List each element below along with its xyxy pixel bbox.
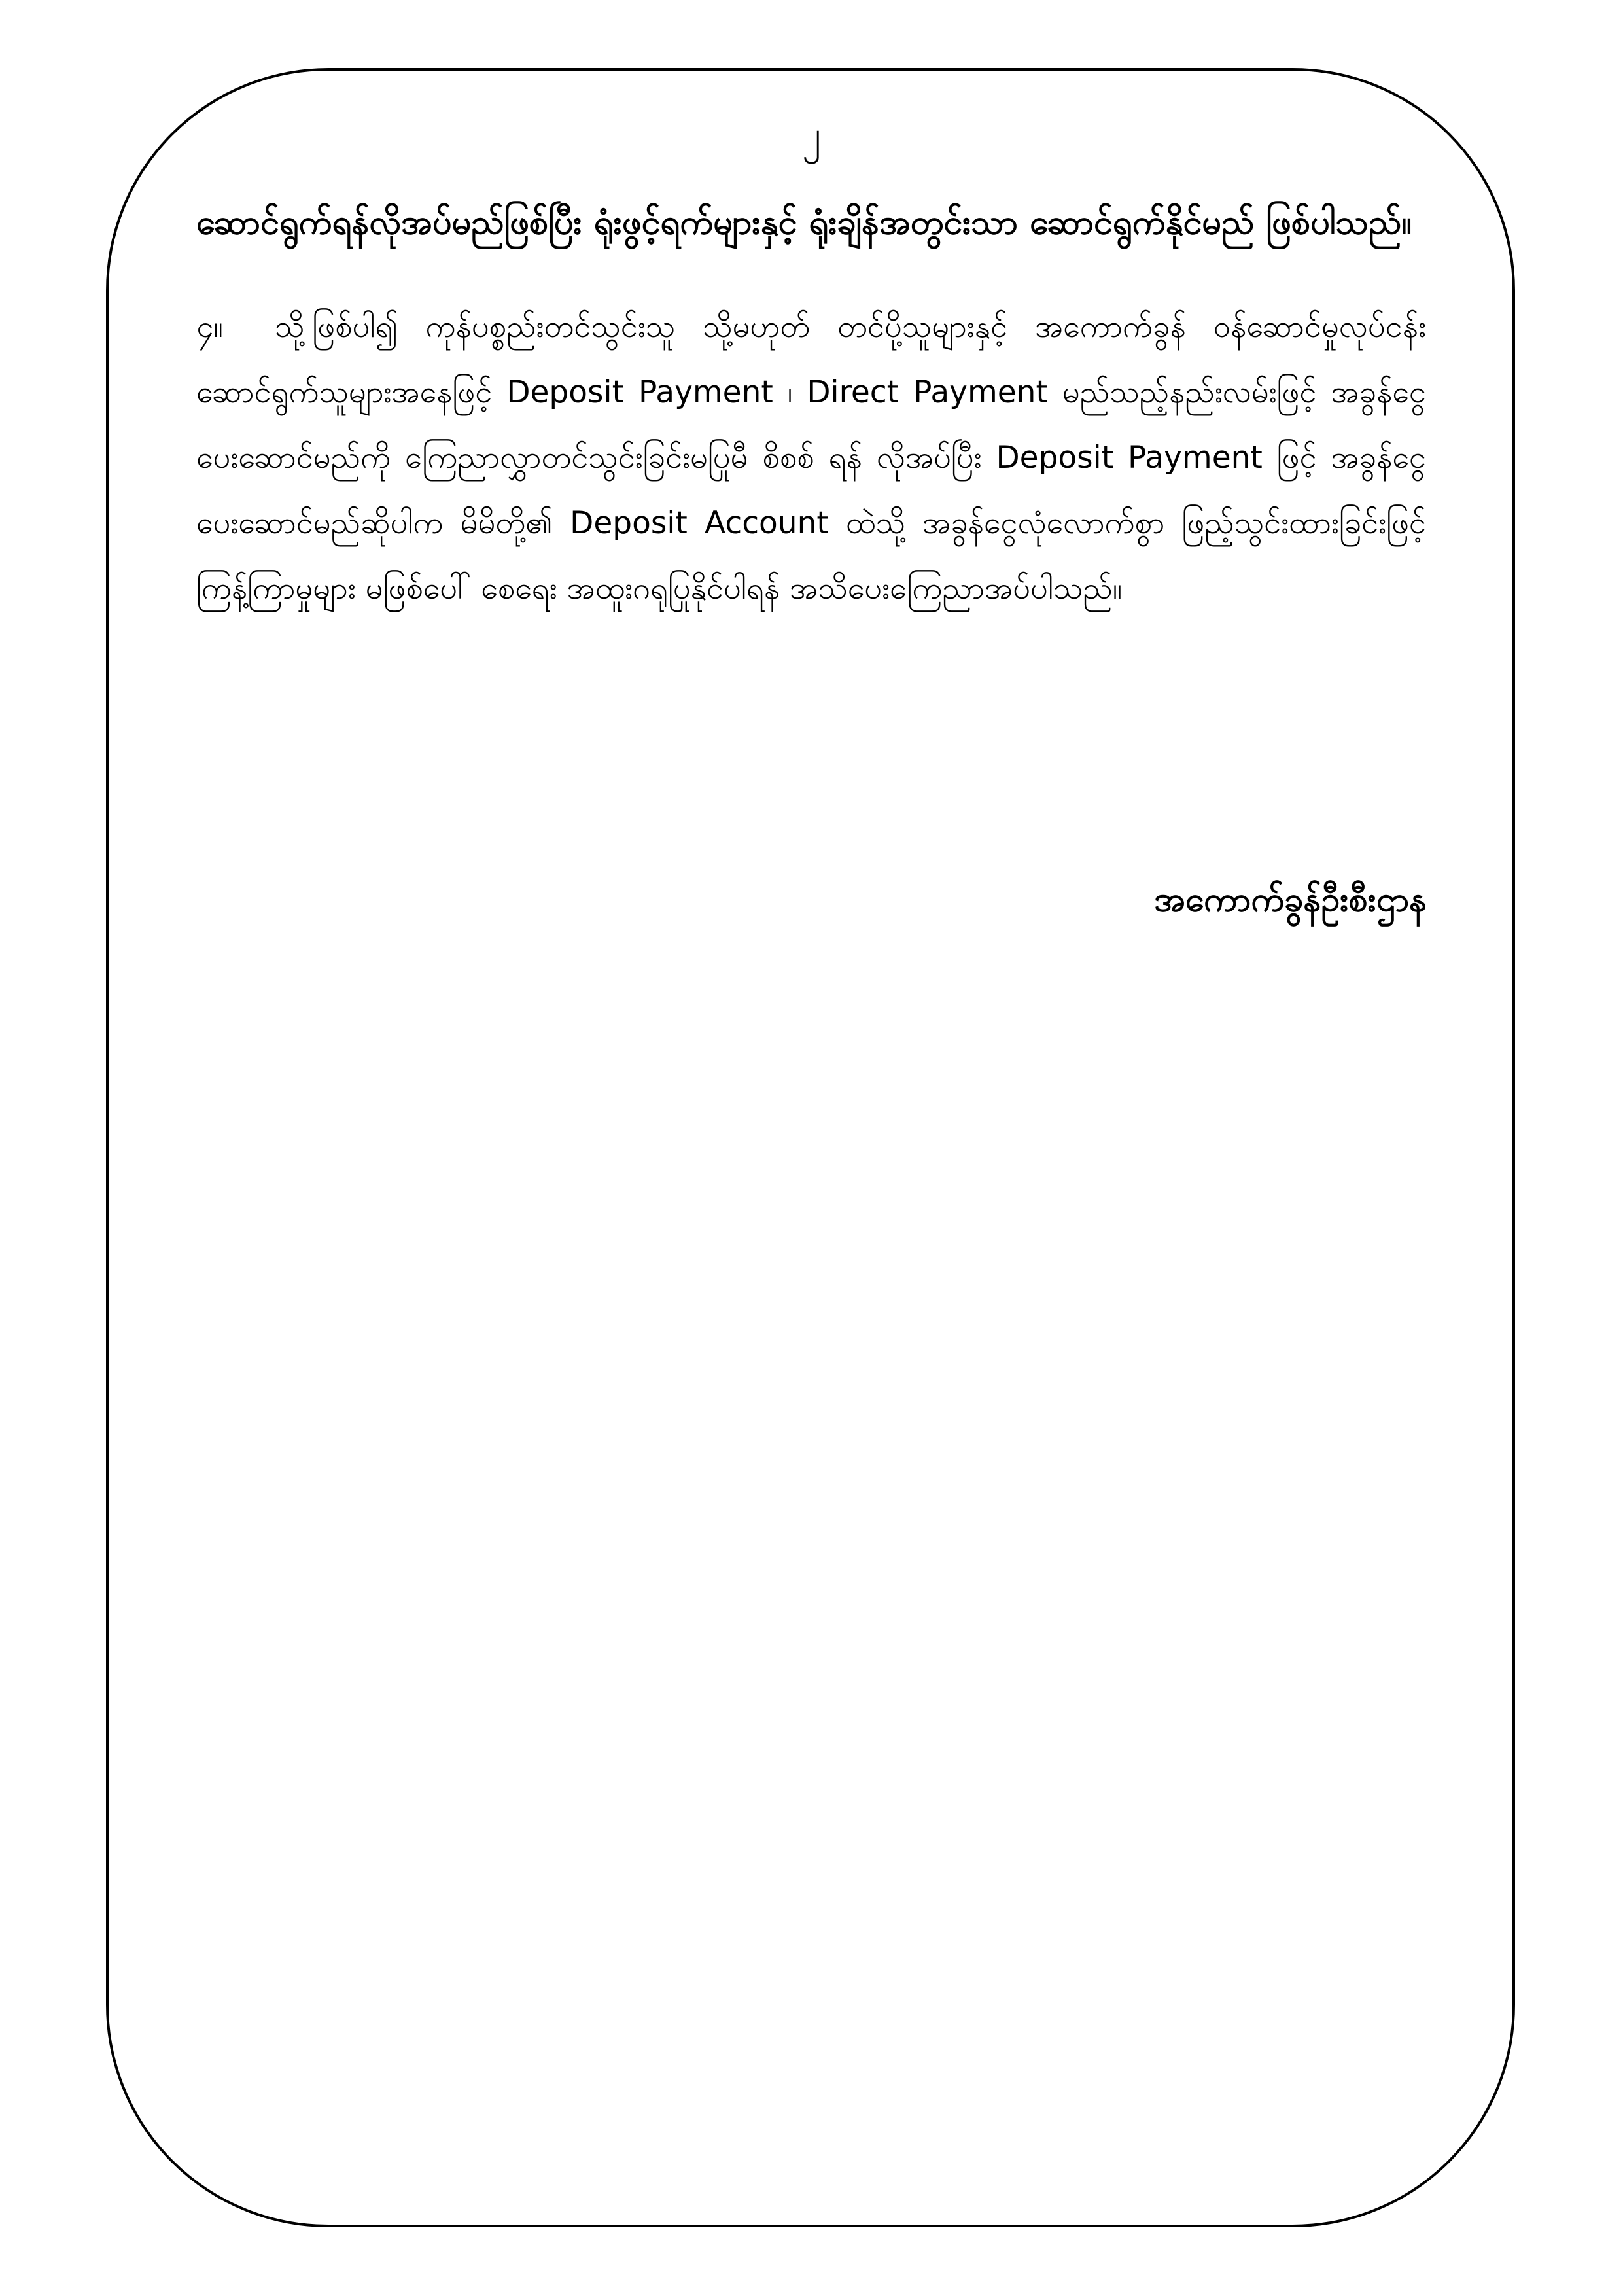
paragraph-4 (196, 294, 1426, 622)
paragraph-number: ၄။ (196, 309, 223, 345)
signature-department: အကောက်ခွန်ဦးစီးဌာန (1154, 880, 1427, 919)
page-number: ၂ (802, 112, 821, 156)
document-body (196, 190, 1426, 622)
paragraph-4-text: သို့ဖြစ်ပါ၍ ကုန်ပစ္စည်းတင်သွင်းသူ သို့မဟုတ် တင်ပို့သူများနှင့် အကောက်ခွန် ဝန်ဆောင်မှုလုပ်ငန်းဆောင်ရွက်သူများအနေဖြင့် Deposit Payment ၊ Direct Payment မည်သည့်နည်းလမ်းဖြင့် အခွန်ငွေပေးဆောင်မည်ကို ကြေညာလွှာတင်သွင်းခြင်းမပြုမီ စိစစ် ရန် လိုအပ်ပြီး Deposit Payment ဖြင့် အခွန်ငွေပေးဆောင်မည်ဆိုပါက မိမိတို့၏ Deposit Account ထဲသို့ အခွန်ငွေလုံလောက်စွာ ဖြည့်သွင်းထားခြင်းဖြင့် ကြန့်ကြာမှုများ မဖြစ်ပေါ် စေရေး အထူးဂရုပြုနိုင်ပါရန် အသိပေးကြေညာအပ်ပါသည်။ (196, 309, 1426, 607)
lead-paragraph: ဆောင်ရွက်ရန်လိုအပ်မည်ဖြစ်ပြီး ရုံးဖွင့်ရက်များနှင့် ရုံးချိန်အတွင်းသာ ဆောင်ရွက်နိုင်မည် ဖြစ်ပါသည်။ (196, 203, 1412, 242)
